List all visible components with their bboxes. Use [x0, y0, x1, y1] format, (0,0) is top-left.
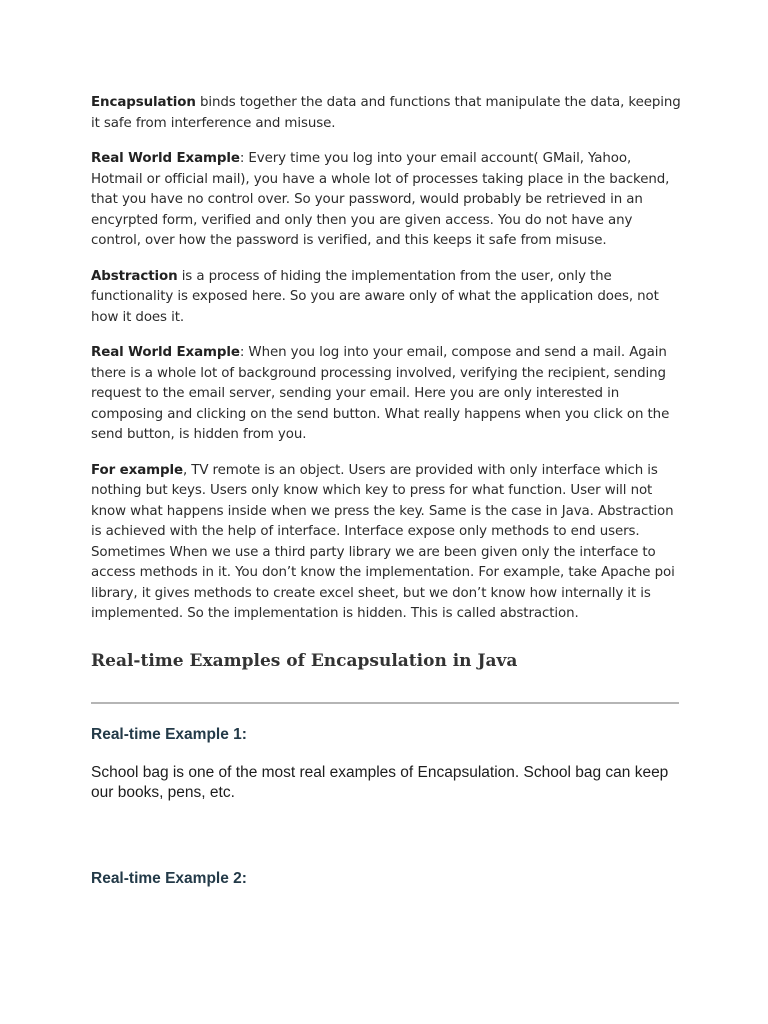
paragraph-text: , TV remote is an object. Users are provided with only interface which is nothing but keys. Users only know which key to press for what function. User will not know what happens inside when we press the key. Same is the case in Java. Abstraction is achieved with the help of interface. Interface expose only methods to end users. Sometimes When we use a third party library we are been given only the interface to access methods in it. You don’t know the implementation. For example, take Apache poi library, it gives methods to create excel sheet, but we don’t know how internally it is implemented. So the implementation is hidden. This is called abstraction. [91, 462, 675, 621]
paragraph-text: is a process of hiding the implementation from the user, only the functionality is exposed here. So you are aware only of what the application does, not how it does it. [91, 268, 659, 325]
horizontal-divider [91, 702, 679, 704]
document-page [91, 93, 681, 889]
paragraph-for-example [91, 461, 681, 625]
paragraph-real-world-example-2 [91, 343, 681, 446]
paragraph-text: : Every time you log into your email account( GMail, Yahoo, Hotmail or official mail), you have a whole lot of processes taking place in the backend, that you have no control over. So your password, would probably be retrieved in an encyrpted form, verified and only then you are given access. You do not have any control, over how the password is verified, and this keeps it safe from misuse. [91, 151, 670, 248]
term-real-world-example: Real World Example [91, 151, 240, 166]
term-encapsulation: Encapsulation [91, 95, 196, 110]
term-real-world-example: Real World Example [91, 345, 240, 360]
example-1-title: Real-time Example 1: [91, 725, 247, 743]
term-abstraction: Abstraction [91, 268, 178, 284]
term-for-example: For example [91, 462, 183, 478]
section-heading: Real-time Examples of Encapsulation in Java [91, 650, 518, 671]
paragraph-text: : When you log into your email, compose and send a mail. Again there is a whole lot of background processing involved, verifying the recipient, sending request to the email server, sending your email. Here you are only interested in composing and clicking on the send button. What really happens when you click on the send button, is hidden from you. [91, 345, 670, 442]
paragraph-abstraction [91, 267, 681, 329]
paragraph-real-world-example-1 [91, 149, 681, 252]
example-2-title: Real-time Example 2: [91, 869, 247, 887]
example-1-body: School bag is one of the most real examples of Encapsulation. School bag can keep our books, pens, etc. [91, 763, 669, 801]
paragraph-text: binds together the data and functions that manipulate the data, keeping it safe from interference and misuse. [91, 95, 681, 131]
paragraph-encapsulation [91, 93, 681, 134]
